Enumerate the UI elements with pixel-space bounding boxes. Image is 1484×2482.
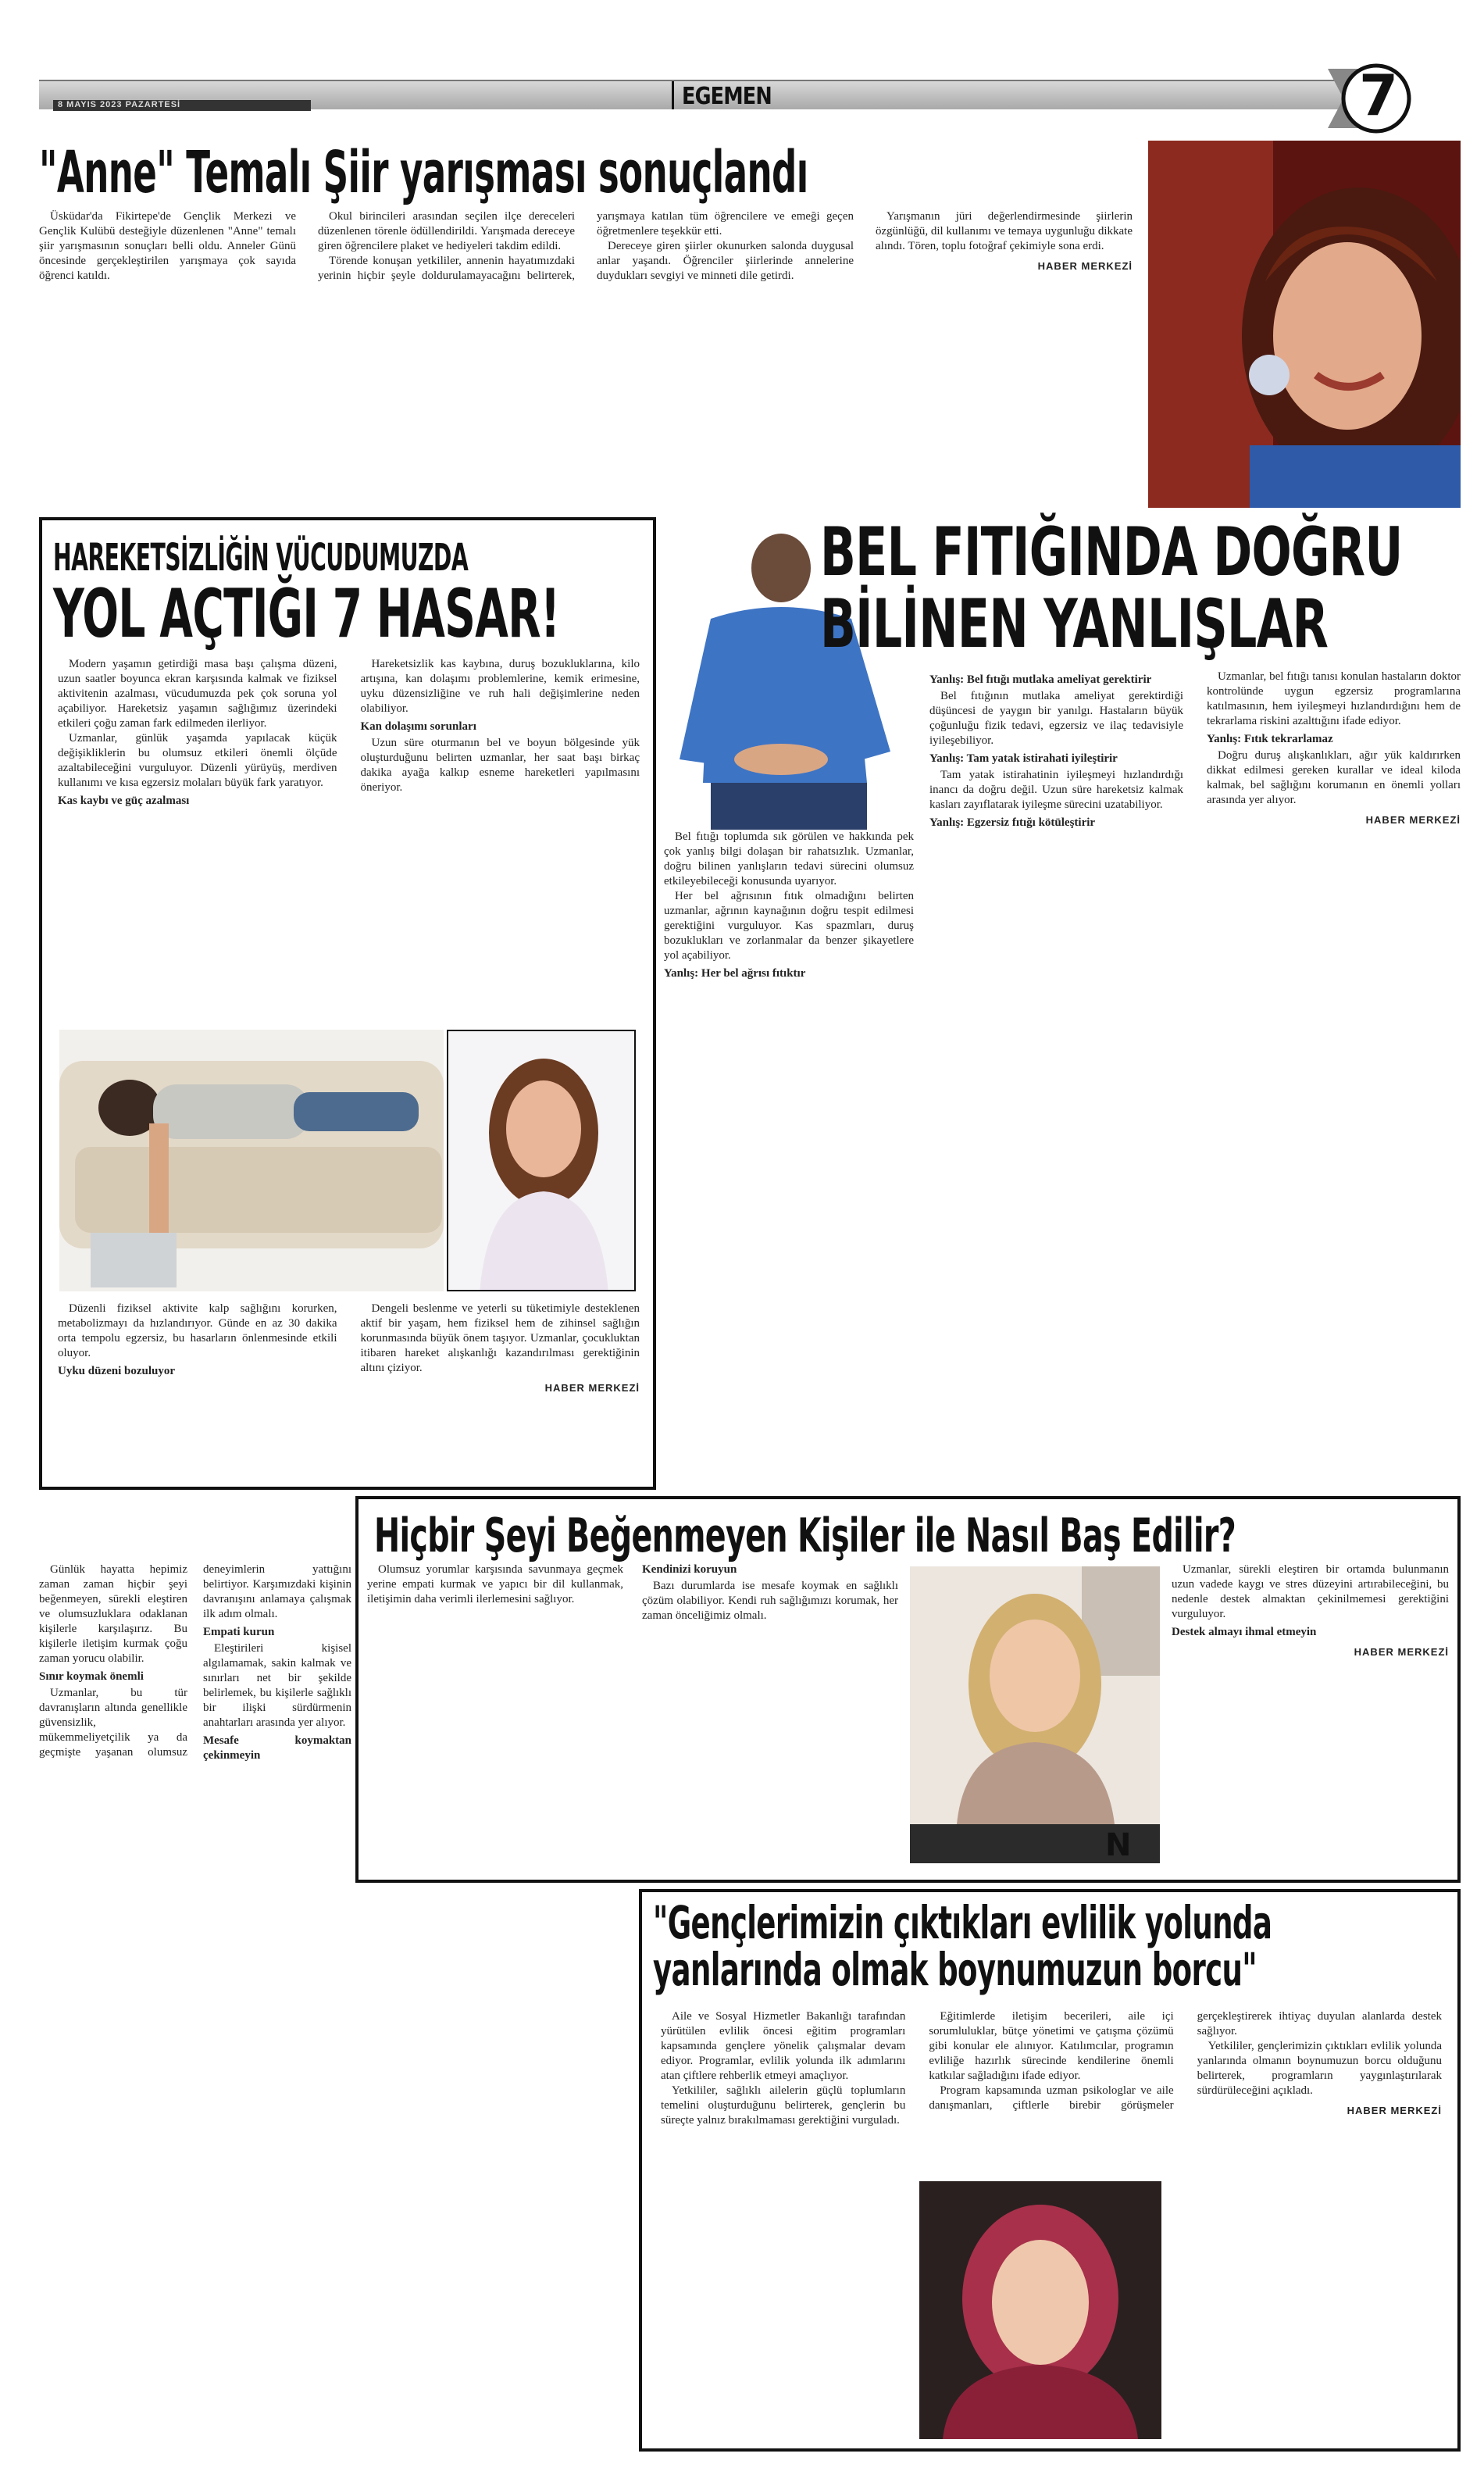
article4-paragraph: Günlük hayatta hepimiz zaman zaman hiçbir şeyi beğenmeyen, sürekli eleştiren ve olumsuzluklara odaklanan kişilerle karşılaşırız. Bu kişilerle iletişim kurmak çoğu zaman yorucu olabilir. xyxy=(39,1563,187,1665)
article3-paragraph: Doğru duruş alışkanlıkları, ağır yük kaldırırken dikkat edilmesi gereken kurallar ve ideal kiloda kalmak, bel sağlığını korumanın en önemli yolları arasında yer alıyor. xyxy=(1207,749,1461,806)
article1-title: "Anne" Temalı Şiir yarışması sonuçlandı xyxy=(39,139,808,206)
page-number: 7 xyxy=(1359,62,1398,128)
man-on-sofa-image xyxy=(59,1030,444,1291)
article4-subhead: Kendinizi koruyun xyxy=(642,1563,737,1576)
article-anne-siir xyxy=(39,141,1461,508)
woman-smiling-image xyxy=(1148,141,1461,508)
page-header xyxy=(39,62,1422,128)
article4-byline: HABER MERKEZİ xyxy=(1354,1646,1449,1658)
article2-paragraph: Modern yaşamın getirdiği masa başı çalışma düzeni, uzun saatler boyunca ekran karşısında kalmak ve fiziksel aktivitenin azalması, vücudumuzda pek çok soruna yol açabiliyor. Hareketsiz yaşamın sağlığımız üzerindeki etkileri çoğu zaman fark edilmeden ilerliyor. xyxy=(58,658,337,730)
article4-paragraph: Eleştirileri kişisel algılamamak, sakin kalmak ve sınırları net bir şekilde belirlemek, bu kişilerle sağlıklı bir ilişki sürdürmenin anahtarları arasında yer alıyor. xyxy=(203,1642,351,1729)
article3-body-col1 xyxy=(664,830,914,1478)
doctor-portrait-image xyxy=(448,1031,636,1291)
article1-photo xyxy=(1148,141,1461,508)
article5-paragraph: Aile ve Sosyal Hizmetler Bakanlığı tarafından yürütülen evlilik öncesi eğitim programları kapsamında gençlere yönelik çalışmalar devam ediyor. Programlar, evlilik yolunda ilk adımlarını atan çiftlere rehberlik etmeyi amaçlıyor. xyxy=(661,2010,906,2082)
page-number-badge xyxy=(1328,55,1415,142)
article5-title-line1: "Gençlerimizin çıktıkları evlilik yolunda xyxy=(653,1896,1272,1949)
article5-paragraph: Eğitimlerde iletişim becerileri, aile içi sorumluluklar, bütçe yönetimi ve çatışma çözümü gibi konular ele alınıyor. Katılımcılar, programın evliliğe hazırlık sürecinde kendilerine önemli katkılar sağladığını ifade ediyor. xyxy=(929,2010,1174,2082)
article2-byline: HABER MERKEZİ xyxy=(544,1382,640,1394)
article3-title-line2: BİLİNEN YANLIŞLAR xyxy=(820,585,1329,663)
article2-paragraph: Hareketsizlik kas kaybına, duruş bozukluklarına, kilo artışına, kan dolaşımı problemlerine, kemik erimesine, uyku düzensizliğine ve ruh hali değişimlerine neden olabiliyor. xyxy=(360,658,640,715)
article3-paragraph: Uzmanlar, bel fıtığı tanısı konulan hastaların doktor kontrolünde uygun egzersiz programlarına katılmasının, hem iyileşmeyi hızlandırdığını hem de tekrarlama riskini azalttığını ifade ediyor. xyxy=(1207,670,1461,727)
article1-body xyxy=(39,209,1133,500)
article1-byline: HABER MERKEZİ xyxy=(1037,260,1133,272)
article4-paragraph: Uzmanlar, bu tür davranışların altında genellikle güvensizlik, mükemmeliyetçilik ya da geçmişte yaşanan olumsuz deneyimlerin yattığını belirtiyor. Karşımızdaki kişinin davranışını anlamaya çalışmak ilk adım olmalı. xyxy=(39,1563,351,1759)
svg-text:N: N xyxy=(1105,1827,1132,1863)
article5-paragraph: Program kapsamında uzman psikologlar ve aile danışmanları, çiftlerle birebir görüşmeler gerçekleştirerek ihtiyaç duyulan alanlarda destek sağlıyor. xyxy=(929,2010,1442,2112)
article2-paragraph: Uzun süre oturmanın bel ve boyun bölgesinde yük oluşturduğunu belirten uzmanlar, her saat başı birkaç dakika ayağa kalkıp esneme hareketleri yapılmasını öneriyor. xyxy=(360,737,640,794)
article3-title-line1: BEL FITIĞINDA DOĞRU xyxy=(820,513,1403,591)
article4-body-left xyxy=(39,1562,351,2430)
article2-paragraph: Dengeli beslenme ve yeterli su tüketimiyle desteklenen aktif bir yaşam, hem fiziksel hem de zihinsel sağlığın korunmasında büyük önem taşıyor. Uzmanlar, çocukluktan itibaren hareket alışkanlığı kazandırılması gerektiğinin altını çiziyor. xyxy=(360,1302,640,1374)
woman-in-hijab-image xyxy=(919,2181,1161,2439)
article4-paragraph: Bazı durumlarda ise mesafe koymak en sağlıklı çözüm olabiliyor. Kendi ruh sağlığımızı korumak, her zaman önceliğimiz olmalı. xyxy=(642,1580,898,1622)
article4-paragraph: Olumsuz yorumlar karşısında savunmaya geçmek yerine empati kurmak ve yapıcı bir dil kullanmak, iletişimin daha verimli ilerlemesini sağlıyor. xyxy=(367,1563,623,1605)
article1-paragraph: Okul birincileri arasından seçilen ilçe dereceleri düzenlenen törenle ödüllendirildi. Yarışmada dereceye giren öğrencilere plaket ve hediyeleri takdim edildi. xyxy=(318,210,575,252)
article5-paragraph: Yetkililer, gençlerimizin çıktıkları evlilik yolunda yanlarında olmanın boynumuzun borcu olduğunu belirterek, programların yaygınlaştırılarak sürdürüleceğini açıkladı. xyxy=(1197,2040,1442,2097)
article4-subhead: Destek almayı ihmal etmeyin xyxy=(1172,1626,1317,1638)
article5-byline: HABER MERKEZİ xyxy=(1347,2105,1442,2116)
article1-paragraph: Üsküdar'da Fikirtepe'de Gençlik Merkezi ve Gençlik Kulübü desteğiyle düzenlenen "Anne" temalı şiir yarışmasının sonuçları belli oldu. Anneler Günü öncesinde gerçekleştirilen yarışmaya çok sayıda öğrenci katıldı. xyxy=(39,210,296,282)
masthead-text: EGEMEN xyxy=(682,83,772,110)
article2-subhead: Kas kaybı ve güç azalması xyxy=(58,795,190,807)
article1-paragraph: Törende konuşan yetkililer, annenin hayatımızdaki yerinin hiçbir şeyle doldurulamayacağını belirterek, yarışmaya katılan tüm öğrencilere ve emeği geçen öğretmenlere teşekkür etti. xyxy=(318,210,854,282)
header-strap-text: 8 MAYIS 2023 PAZARTESİ xyxy=(58,100,181,109)
article2-paragraph: Uzmanlar, günlük yaşamda yapılacak küçük değişikliklerin bu olumsuz etkileri önemli ölçüde azaltabileceğini vurguluyor. Düzenli yürüyüş, merdiven kullanımı ve kısa egzersiz molaları büyük fark yaratıyor. xyxy=(58,732,337,789)
article1-paragraph: Dereceye giren şiirler okunurken salonda duygusal anlar yaşandı. Öğrenciler şiirlerinde annelerine duydukları sevgiyi ve minneti dile getirdi. xyxy=(597,240,854,282)
article3-subhead: Yanlış: Fıtık tekrarlamaz xyxy=(1207,733,1333,745)
article3-subhead: Yanlış: Bel fıtığı mutlaka ameliyat gerektirir xyxy=(929,673,1152,686)
article2-title-line2: YOL AÇTIĞI 7 HASAR! xyxy=(53,575,560,653)
article5-title-line2: yanlarında olmak boynumuzun borcu" xyxy=(653,1943,1257,1996)
article2-photo-sofa xyxy=(59,1030,444,1291)
article3-paragraph: Bel fıtığının mutlaka ameliyat gerektirdiği düşüncesi de yaygın bir yanılgı. Hastaların büyük çoğunluğu fizik tedavi, egzersiz ve ilaç tedavisiyle iyileşebiliyor. xyxy=(929,690,1183,747)
masthead xyxy=(672,81,844,109)
article4-body-right xyxy=(1172,1562,1449,1867)
woman-at-desk-image xyxy=(910,1566,1160,1863)
article4-photo xyxy=(910,1566,1160,1863)
article3-paragraph: Her bel ağrısının fıtık olmadığını belirten uzmanlar, ağrının kaynağının doğru tespit edilmesi gerektiğini vurguluyor. Kas spazmları, duruş bozuklukları ve zorlanmalar da benzer şikayetlere yol açabiliyor. xyxy=(664,890,914,962)
article3-subhead: Yanlış: Tam yatak istirahati iyileştirir xyxy=(929,752,1118,765)
article-hareketsizlik xyxy=(39,517,656,1490)
article4-subhead: Mesafe koymaktan çekinmeyin xyxy=(203,1734,351,1762)
article-bel-fitigi xyxy=(664,513,1461,1490)
article5-photo xyxy=(919,2181,1161,2439)
article4-subhead: Empati kurun xyxy=(203,1626,275,1638)
article4-title: Hiçbir Şeyi Beğenmeyen Kişiler ile Nasıl Baş Edilir? xyxy=(374,1509,1236,1563)
article5-paragraph: Yetkililer, sağlıklı ailelerin güçlü toplumların temelini oluşturduğunu belirterek, gençlerin bu süreçte yalnız bırakılmaması gerektiğini vurguladı. xyxy=(661,2084,906,2127)
article2-subhead: Uyku düzeni bozuluyor xyxy=(58,1365,176,1377)
article3-byline: HABER MERKEZİ xyxy=(1365,814,1461,826)
article3-body-cols xyxy=(929,670,1461,1478)
article3-subhead: Yanlış: Egzersiz fıtığı kötüleştirir xyxy=(929,816,1096,829)
article4-paragraph: Uzmanlar, sürekli eleştiren bir ortamda bulunmanın uzun vadede kaygı ve stres düzeyini artırabileceğini, bu nedenle destek almaktan çekinilmemesi gerektiğini vurguluyor. xyxy=(1172,1563,1449,1620)
article2-body-top xyxy=(58,657,640,1020)
article2-photo-doctor xyxy=(447,1030,636,1291)
article3-paragraph: Bel fıtığı toplumda sık görülen ve hakkında pek çok yanlış bilgi dolaşan bir rahatsızlık. Uzmanlar, doğru bilinen yanlışların tedavi sürecini olumsuz etkileyebileceği konusunda uyarıyor. xyxy=(664,830,914,887)
article2-body-bottom xyxy=(58,1302,640,1481)
article3-subhead: Yanlış: Her bel ağrısı fıtıktır xyxy=(664,967,806,980)
article2-paragraph: Düzenli fiziksel aktivite kalp sağlığını korurken, metabolizmayı da hızlandırıyor. Günde en az 30 dakika orta tempolu egzersiz, bu hasarların önlenmesinde etkili oluyor. xyxy=(58,1302,337,1359)
article3-paragraph: Tam yatak istirahatinin iyileşmeyi hızlandırdığı inancı da doğru değil. Uzun süre hareketsiz kalmak kasları zayıflatarak iyileşme sürecini uzatabiliyor. xyxy=(929,769,1183,811)
article-evlilik-yolunda xyxy=(639,1889,1461,2452)
article1-paragraph: Yarışmanın jüri değerlendirmesinde şiirlerin özgünlüğü, dil kullanımı ve temaya uygunluğu dikkate alındı. Tören, toplu fotoğraf çekimiyle sona erdi. xyxy=(876,210,1133,252)
article2-title-line1: HAREKETSİZLİĞİN VÜCUDUMUZDA xyxy=(53,536,469,580)
article2-subhead: Kan dolaşımı sorunları xyxy=(360,720,476,733)
article4-subhead: Sınır koymak önemli xyxy=(39,1670,144,1683)
